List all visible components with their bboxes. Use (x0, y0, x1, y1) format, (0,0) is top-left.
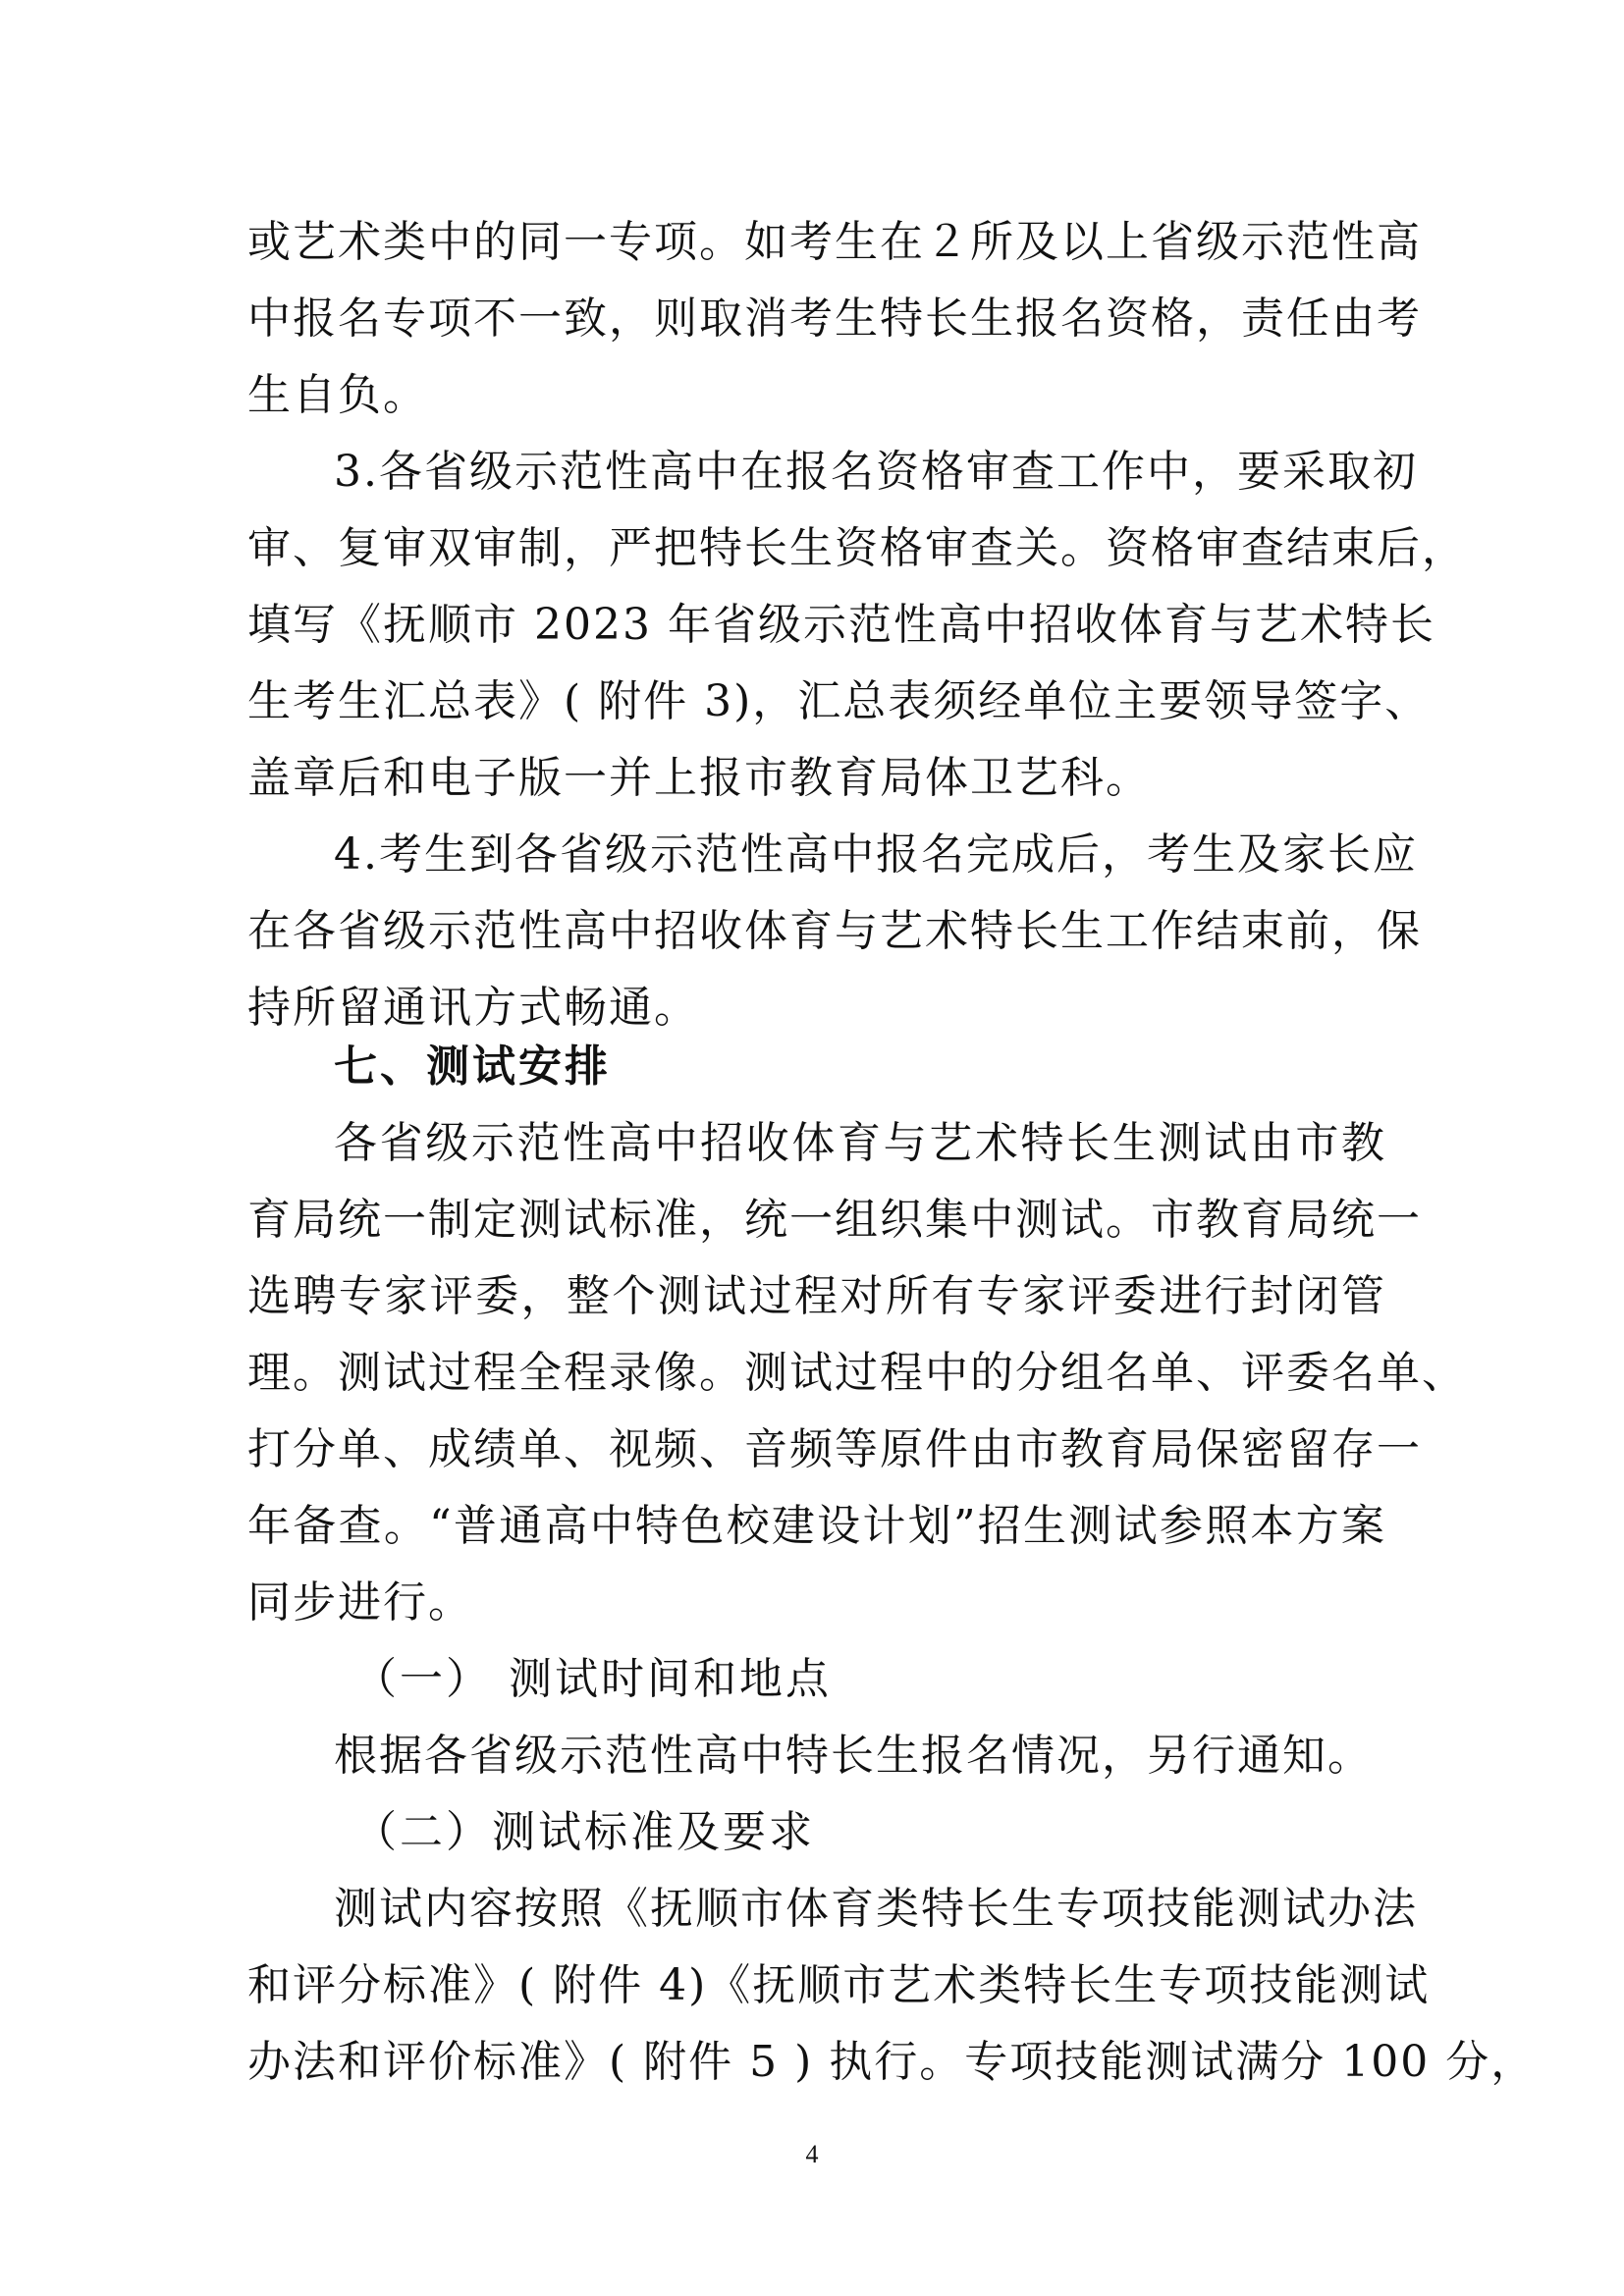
page-number: 4 (805, 2140, 819, 2168)
body-text-line: 填写《抚顺市 2023 年省级示范性高中招收体育与艺术特长 (247, 600, 1435, 650)
body-text-line: 持所留通讯方式畅通。 (247, 983, 699, 1033)
body-text-line: 在各省级示范性高中招收体育与艺术特长生工作结束前，保 (247, 906, 1422, 956)
body-text-line: 审、复审双审制，严把特长生资格审查关。资格审查结束后， (247, 523, 1467, 573)
body-text-line: 年备查。“普通高中特色校建设计划”招生测试参照本方案 (247, 1501, 1386, 1551)
body-text-line: 或艺术类中的同一专项。如考生在２所及以上省级示范性高 (247, 217, 1422, 267)
body-text-line: 测试内容按照《抚顺市体育类特长生专项技能测试办法 (334, 1884, 1418, 1934)
body-text-line: 各省级示范性高中招收体育与艺术特长生测试由市教 (334, 1118, 1386, 1168)
body-text-line: 根据各省级示范性高中特长生报名情况，另行通知。 (334, 1731, 1373, 1781)
subsection-heading: （二）测试标准及要求 (353, 1807, 815, 1857)
numbered-item-4: 4.考生到各省级示范性高中报名完成后，考生及家长应 (334, 829, 1418, 880)
body-text-line: 生考生汇总表》( 附件 3)，汇总表须经单位主要领导签字、 (247, 676, 1431, 726)
body-text-line: 打分单、成绩单、视频、音频等原件由市教育局保密留存一 (247, 1424, 1422, 1474)
body-text-line: 办法和评价标准》( 附件 5 ) 执行。专项技能测试满分 100 分， (247, 2037, 1537, 2087)
numbered-item-3: 3.各省级示范性高中在报名资格审查工作中，要采取初 (334, 447, 1418, 497)
body-text-line: 育局统一制定测试标准，统一组织集中测试。市教育局统一 (247, 1195, 1422, 1245)
body-text-line: 同步进行。 (247, 1577, 473, 1628)
body-text-line: 盖章后和电子版一并上报市教育局体卫艺科。 (247, 753, 1151, 803)
body-text-line: 生自负。 (247, 370, 428, 420)
body-text-line: 和评分标准》( 附件 4)《抚顺市艺术类特长生专项技能测试 (247, 1960, 1431, 2010)
section-heading: 七、测试安排 (334, 1041, 611, 1092)
subsection-heading: （一） 测试时间和地点 (353, 1654, 832, 1704)
body-text-line: 选聘专家评委，整个测试过程对所有专家评委进行封闭管 (247, 1271, 1386, 1321)
body-text-line: 中报名专项不一致，则取消考生特长生报名资格，责任由考 (247, 294, 1422, 344)
body-text-line: 理。测试过程全程录像。测试过程中的分组名单、评委名单、 (247, 1348, 1467, 1398)
